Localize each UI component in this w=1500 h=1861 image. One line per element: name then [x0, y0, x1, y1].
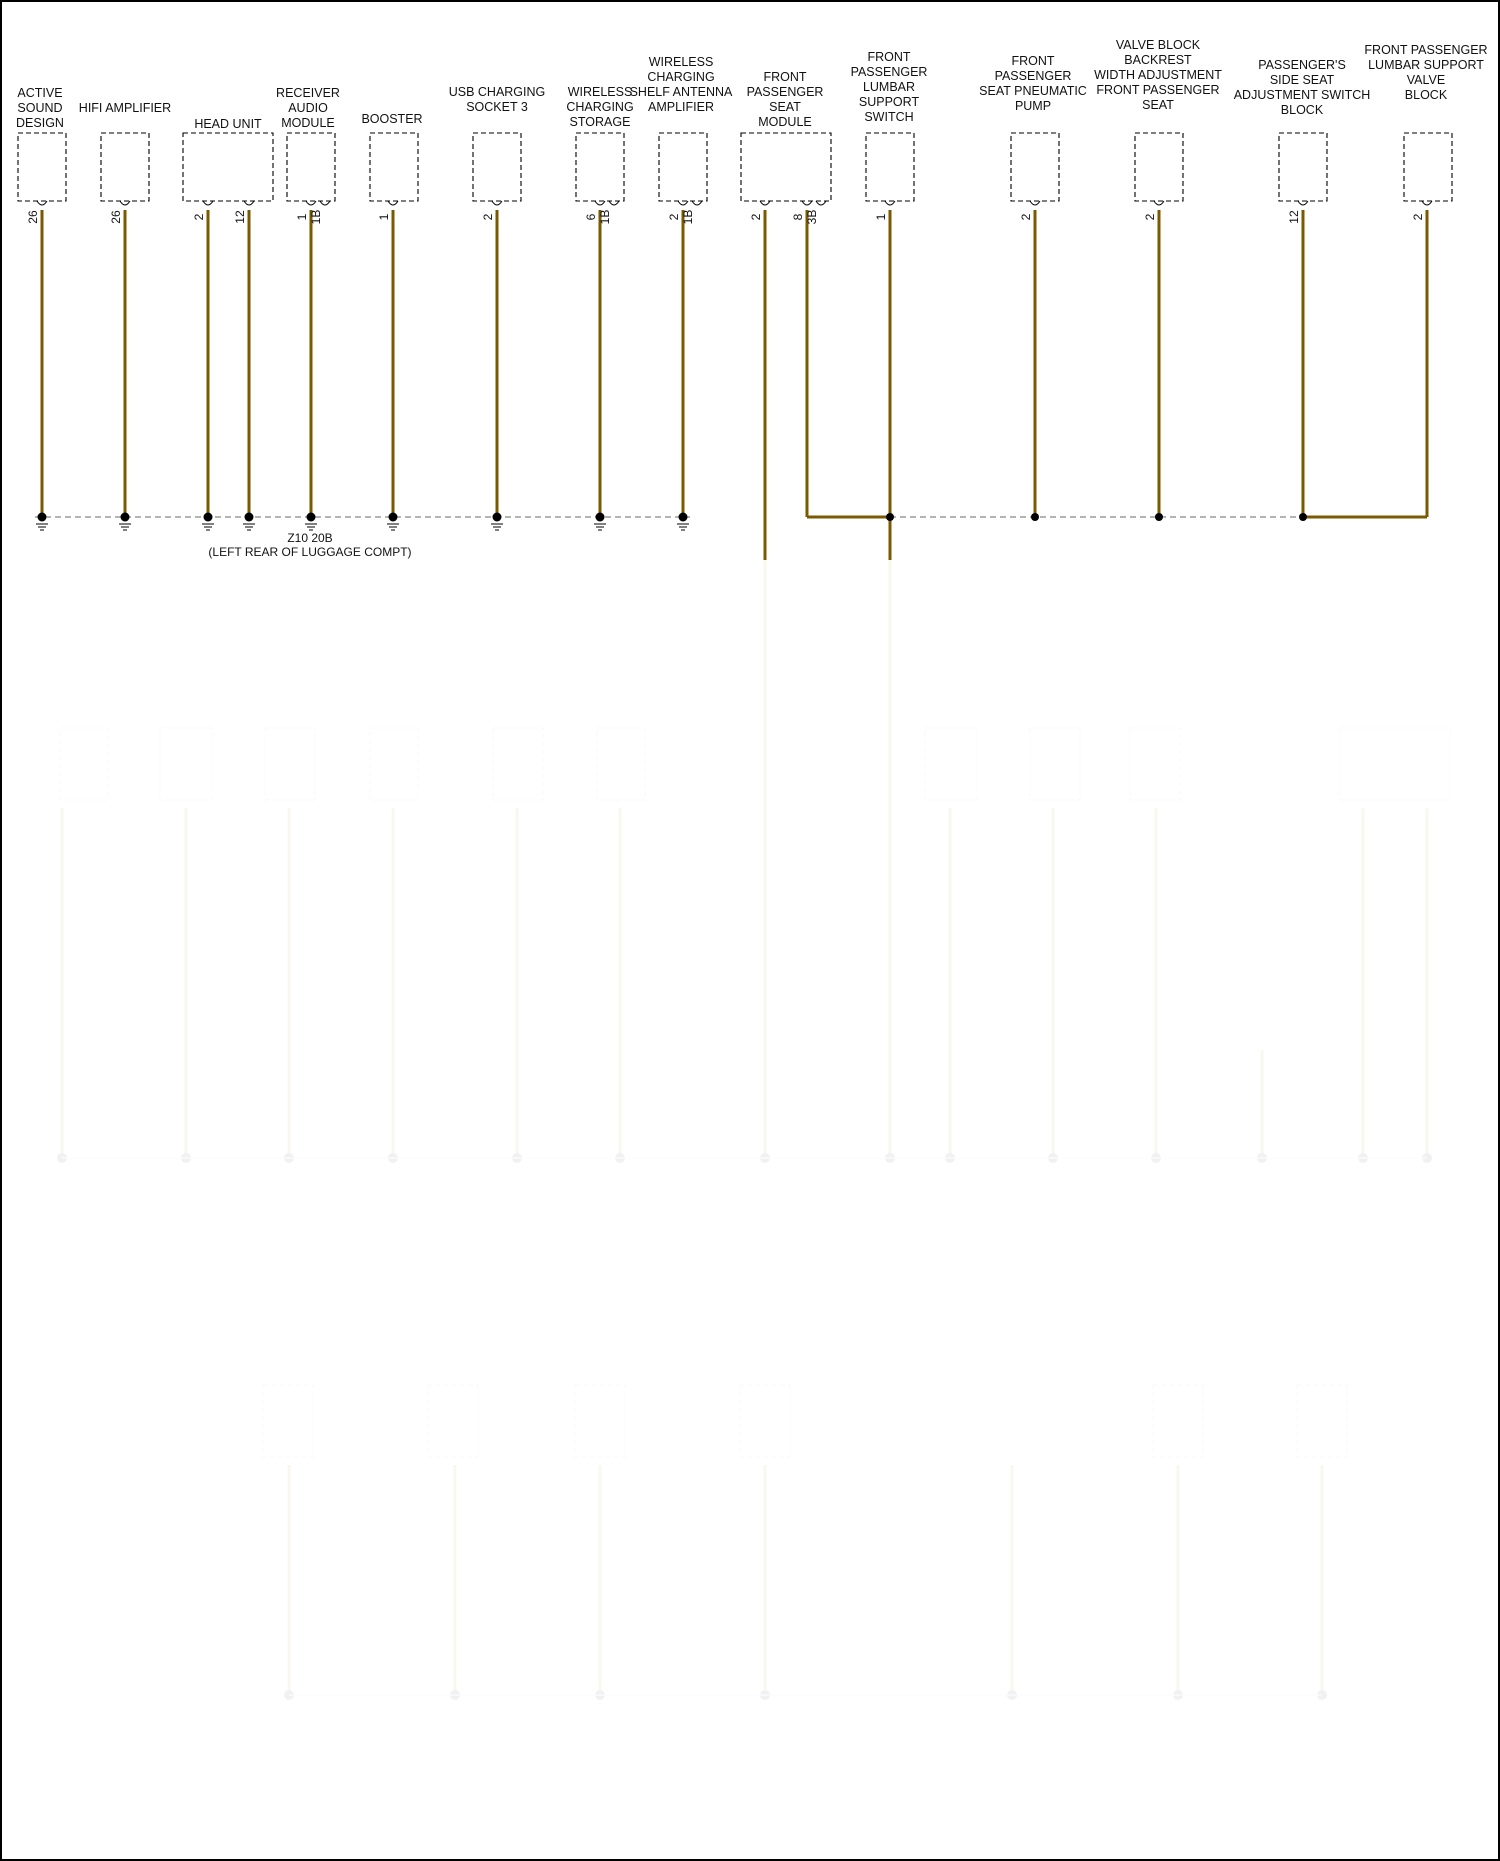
ground-point	[493, 513, 502, 522]
c3-pin-connector	[203, 201, 213, 205]
c12-pin-number: 2	[1143, 213, 1157, 221]
c9-pin-number: 2	[749, 213, 763, 221]
c4-pin-connector	[306, 201, 316, 205]
c13-label-line: BLOCK	[1280, 103, 1324, 117]
splice-point	[1155, 513, 1163, 521]
c14-label-line: VALVE	[1406, 73, 1446, 87]
c11-label-line: SEAT PNEUMATIC	[979, 84, 1087, 98]
c4-component-box	[287, 133, 335, 201]
c13-label-line: PASSENGER'S	[1258, 58, 1346, 72]
c13-component-box	[1279, 133, 1327, 201]
faded-lower-section	[2, 560, 1498, 1859]
c10-component-box	[866, 133, 914, 201]
c5-label-line: BOOSTER	[361, 112, 423, 126]
c8-label-line: AMPLIFIER	[648, 100, 714, 114]
c8-component-box	[659, 133, 707, 201]
c13-pin-number: 12	[1287, 210, 1301, 224]
c8-pin-connector	[692, 201, 702, 205]
c11-label-line: FRONT	[1011, 54, 1055, 68]
c12-label-line: SEAT	[1142, 98, 1174, 112]
ground-point	[245, 513, 254, 522]
c9-component-box	[741, 133, 831, 201]
c1-label-line: DESIGN	[16, 116, 64, 130]
c12-label-line: BACKREST	[1124, 53, 1192, 67]
c10-label-line: LUMBAR	[862, 80, 916, 94]
c12-label-line: WIDTH ADJUSTMENT	[1094, 68, 1222, 82]
c11-pin-number: 2	[1019, 213, 1033, 221]
c10-label-line: FRONT	[867, 50, 911, 64]
c3-pin-number: 12	[233, 210, 247, 224]
c9-pin-connector	[816, 201, 826, 205]
c2-label-line: HIFI AMPLIFIER	[78, 101, 172, 115]
c3-label-line: HEAD UNIT	[194, 117, 262, 131]
c11-component-box	[1011, 133, 1059, 201]
c3-component-box	[183, 133, 273, 201]
ground-point	[307, 513, 316, 522]
c10-label-line: SWITCH	[864, 110, 914, 124]
c12-component-box	[1135, 133, 1183, 201]
c9-pin-connector	[802, 201, 812, 205]
c5-component-box	[370, 133, 418, 201]
c4-label-line: AUDIO	[288, 101, 328, 115]
c12-label-line: FRONT PASSENGER	[1096, 83, 1220, 97]
ground-point	[204, 513, 213, 522]
c8-pin-number: 2	[667, 213, 681, 221]
c6-component-box	[473, 133, 521, 201]
c10-label-line: SUPPORT	[858, 95, 920, 109]
c9-label-line: FRONT	[763, 70, 807, 84]
c1-component-box	[18, 133, 66, 201]
c9-label-line: SEAT	[769, 100, 801, 114]
c4-pin-number: 1	[295, 213, 309, 221]
c7-label-line: STORAGE	[569, 115, 631, 129]
c4-pin-number: 1B	[309, 209, 323, 225]
c6-pin-number: 2	[481, 213, 495, 221]
c5-pin-number: 1	[377, 213, 391, 221]
splice-point	[1031, 513, 1039, 521]
c4-pin-connector	[320, 201, 330, 205]
ground-location-label: (LEFT REAR OF LUGGAGE COMPT)	[208, 545, 412, 559]
c10-label-line: PASSENGER	[850, 65, 928, 79]
c7-pin-number: 1B	[598, 209, 612, 225]
c11-label-line: PUMP	[1014, 99, 1052, 113]
c8-label-line: WIRELESS	[648, 55, 714, 69]
c14-component-box	[1404, 133, 1452, 201]
c9-label-line: PASSENGER	[746, 85, 824, 99]
c7-component-box	[576, 133, 624, 201]
c1-label-line: ACTIVE	[17, 86, 63, 100]
c1-label-line: SOUND	[17, 101, 63, 115]
ground-point	[389, 513, 398, 522]
splice-point	[1299, 513, 1307, 521]
c7-pin-number: 6	[584, 213, 598, 221]
c9-pin-connector	[760, 201, 770, 205]
splice-point	[886, 513, 894, 521]
c3-pin-number: 2	[192, 213, 206, 221]
c14-label-line: BLOCK	[1404, 88, 1448, 102]
c5-pin-connector	[388, 201, 398, 205]
c8-label-line: CHARGING	[647, 70, 715, 84]
c1-pin-number: 26	[26, 210, 40, 224]
ground-point	[38, 513, 47, 522]
ground-location-label: Z10 20B	[287, 531, 333, 545]
c11-pin-connector	[1030, 201, 1040, 205]
c9-label-line: MODULE	[758, 115, 812, 129]
c9-pin-number: 8	[791, 213, 805, 221]
c9-pin-number: 3B	[805, 209, 819, 225]
c4-label-line: RECEIVER	[276, 86, 340, 100]
c7-label-line: WIRELESS	[567, 85, 633, 99]
c10-pin-number: 1	[874, 213, 888, 221]
c13-label-line: ADJUSTMENT SWITCH	[1233, 88, 1371, 102]
c8-pin-number: 1B	[681, 209, 695, 225]
c14-label-line: FRONT PASSENGER	[1364, 43, 1488, 57]
c14-label-line: LUMBAR SUPPORT	[1368, 58, 1484, 72]
c12-label-line: VALVE BLOCK	[1115, 38, 1201, 52]
c2-pin-connector	[120, 201, 130, 205]
c6-label-line: USB CHARGING	[448, 85, 546, 99]
c14-pin-number: 2	[1411, 213, 1425, 221]
c7-pin-connector	[609, 201, 619, 205]
c12-pin-connector	[1154, 201, 1164, 205]
c11-label-line: PASSENGER	[994, 69, 1072, 83]
c2-component-box	[101, 133, 149, 201]
c7-label-line: CHARGING	[566, 100, 634, 114]
c2-pin-number: 26	[109, 210, 123, 224]
c13-label-line: SIDE SEAT	[1269, 73, 1335, 87]
ground-point	[679, 513, 688, 522]
ground-point	[121, 513, 130, 522]
c6-label-line: SOCKET 3	[466, 100, 528, 114]
ground-point	[596, 513, 605, 522]
c8-label-line: SHELF ANTENNA	[629, 85, 733, 99]
c10-pin-connector	[885, 201, 895, 205]
c3-pin-connector	[244, 201, 254, 205]
c13-pin-connector	[1298, 201, 1308, 205]
c6-pin-connector	[492, 201, 502, 205]
c1-pin-connector	[37, 201, 47, 205]
c7-pin-connector	[595, 201, 605, 205]
c4-label-line: MODULE	[281, 116, 335, 130]
c8-pin-connector	[678, 201, 688, 205]
c14-pin-connector	[1422, 201, 1432, 205]
